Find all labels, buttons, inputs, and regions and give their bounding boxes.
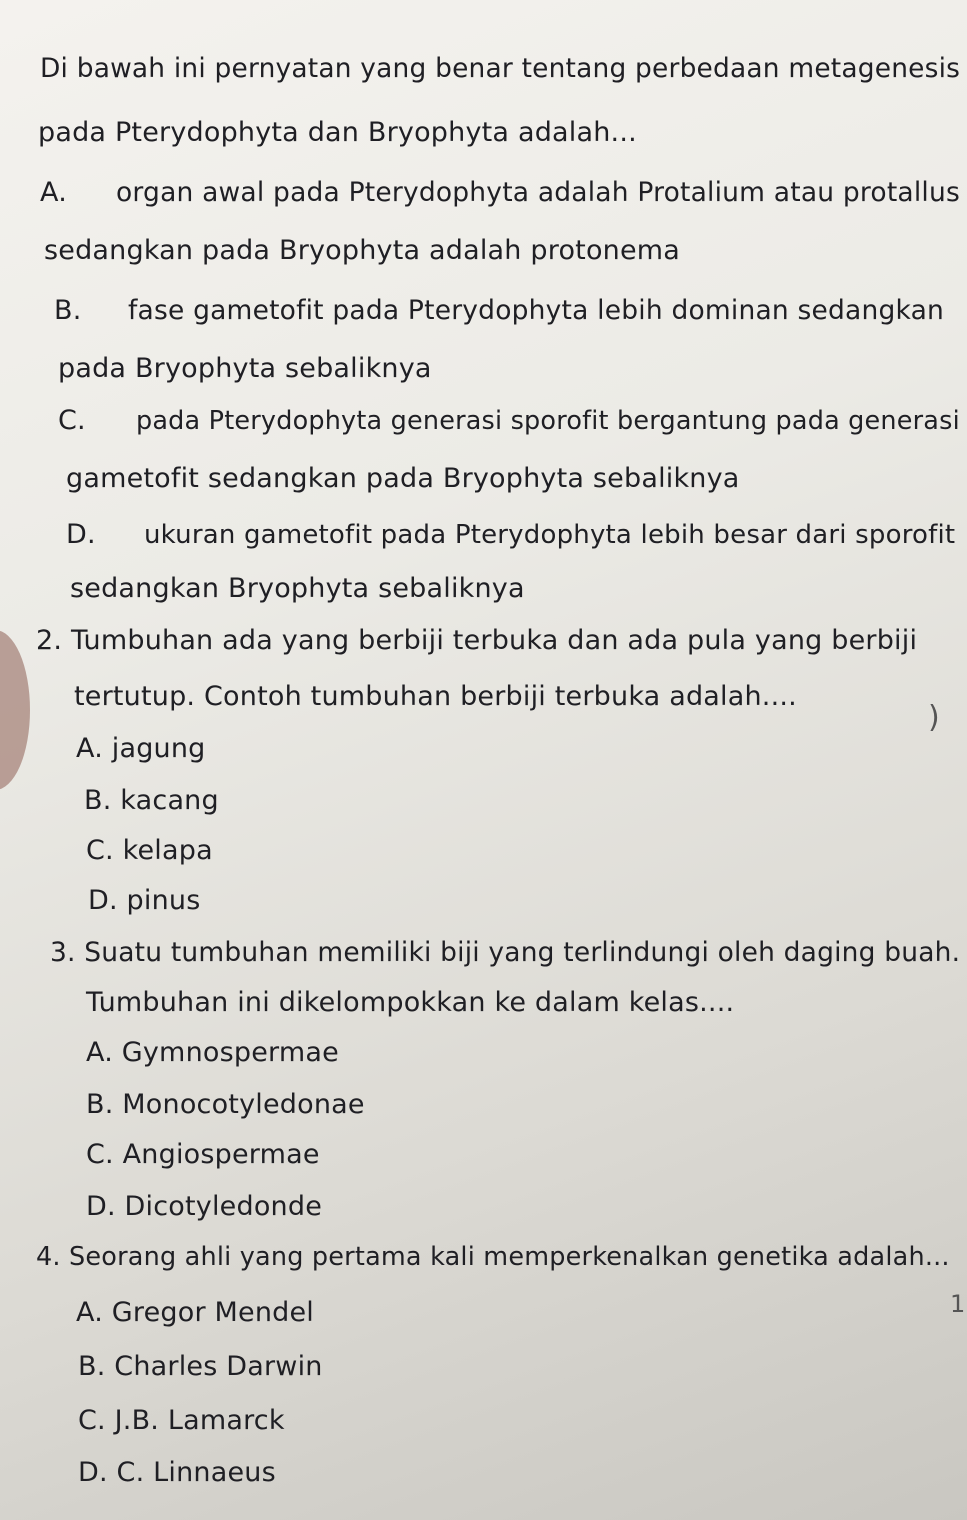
q3-stem-line2: Tumbuhan ini dikelompokkan ke dalam kelas.... — [86, 987, 735, 1018]
q1-option-d-letter: D. — [66, 519, 96, 550]
q2-stem-line1: 2. Tumbuhan ada yang berbiji terbuka dan ada pula yang berbiji — [36, 625, 918, 656]
q2-option-d: D. pinus — [88, 885, 201, 916]
pen-mark: ) — [928, 700, 940, 735]
q4-option-a: A. Gregor Mendel — [76, 1297, 315, 1328]
q4-option-c: C. J.B. Lamarck — [78, 1405, 285, 1436]
q2-option-a: A. jagung — [76, 733, 206, 764]
pen-mark-2: 1 — [950, 1290, 966, 1318]
q2-option-b: B. kacang — [84, 785, 219, 816]
q1-option-b-text-line1: fase gametofit pada Pterydophyta lebih dominan sedangkan — [128, 295, 945, 326]
q1-option-a-text-line1: organ awal pada Pterydophyta adalah Protalium atau protallus — [116, 177, 960, 208]
q1-option-c-text-line1: pada Pterydophyta generasi sporofit bergantung pada generasi — [136, 406, 960, 436]
q1-option-a-letter: A. — [40, 177, 67, 208]
q1-option-a-text-line2: sedangkan pada Bryophyta adalah protonema — [44, 235, 681, 266]
q1-option-d-text-line1: ukuran gametofit pada Pterydophyta lebih besar dari sporofit — [144, 520, 956, 550]
q1-option-b-letter: B. — [54, 295, 82, 326]
q3-option-c: C. Angiospermae — [86, 1139, 320, 1170]
q2-stem-line2: tertutup. Contoh tumbuhan berbiji terbuka adalah.... — [74, 681, 797, 712]
q3-option-d: D. Dicotyledonde — [86, 1191, 323, 1222]
q4-option-d: D. C. Linnaeus — [78, 1457, 276, 1488]
q1-option-c-text-line2: gametofit sedangkan pada Bryophyta sebaliknya — [66, 463, 740, 494]
q1-stem-line2: pada Pterydophyta dan Bryophyta adalah... — [38, 117, 637, 148]
q1-option-d-text-line2: sedangkan Bryophyta sebaliknya — [70, 573, 525, 604]
q4-stem-line1: 4. Seorang ahli yang pertama kali memperkenalkan genetika adalah... — [36, 1242, 950, 1272]
q1-stem-line1: Di bawah ini pernyatan yang benar tentang perbedaan metagenesis — [40, 53, 961, 84]
q1-option-b-text-line2: pada Bryophyta sebaliknya — [58, 353, 432, 384]
q3-option-b: B. Monocotyledonae — [86, 1089, 365, 1120]
q3-stem-line1: 3. Suatu tumbuhan memiliki biji yang terlindungi oleh daging buah. — [50, 937, 961, 968]
q3-option-a: A. Gymnospermae — [86, 1037, 339, 1068]
q1-option-c-letter: C. — [58, 405, 86, 436]
q4-option-b: B. Charles Darwin — [78, 1351, 323, 1382]
q2-option-c: C. kelapa — [86, 835, 213, 866]
finger-shadow — [0, 630, 30, 790]
